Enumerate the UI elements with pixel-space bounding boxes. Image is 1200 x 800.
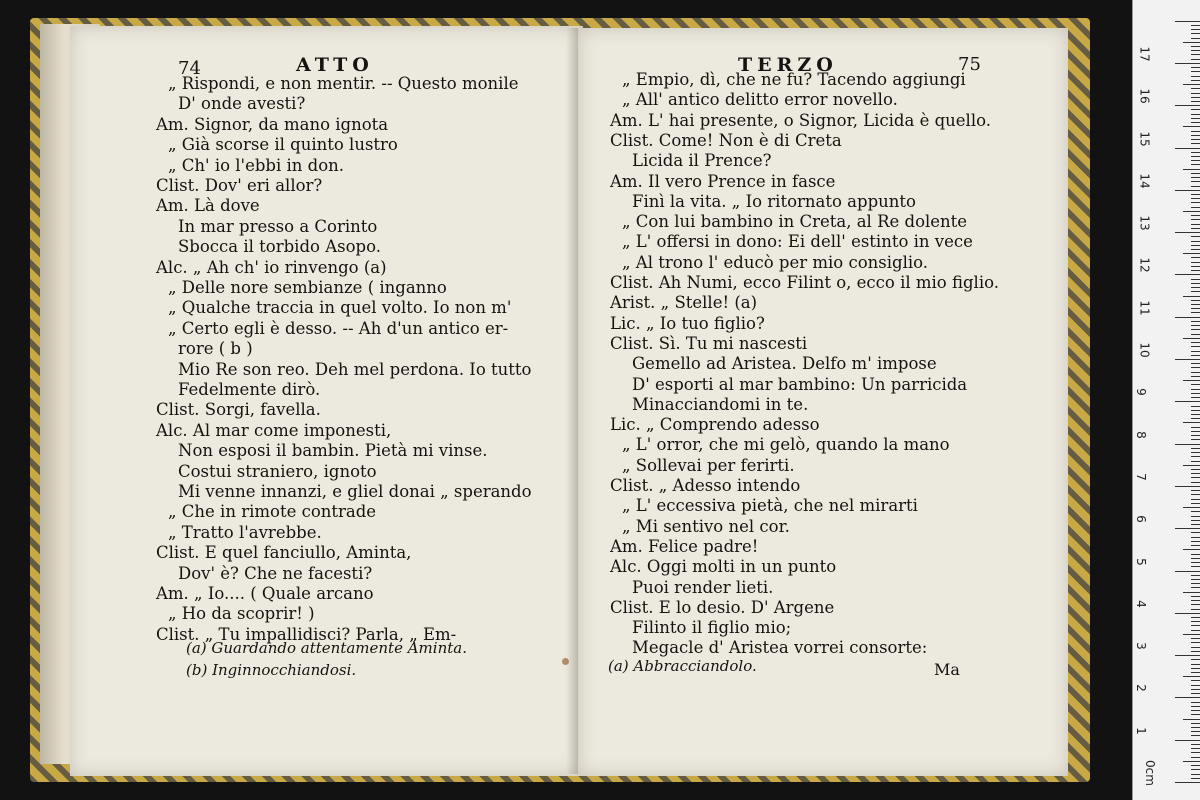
ruler-label: 16 bbox=[1137, 88, 1152, 104]
ruler-tick bbox=[1191, 164, 1200, 165]
ruler-tick bbox=[1191, 131, 1200, 132]
text-line: Clist. Come! Non è di Creta bbox=[610, 130, 842, 150]
ruler-tick bbox=[1191, 689, 1200, 690]
ruler-tick bbox=[1191, 659, 1200, 660]
ruler-tick bbox=[1191, 461, 1200, 462]
ruler-tick bbox=[1191, 207, 1200, 208]
ruler-tick bbox=[1191, 566, 1200, 567]
text-line: Dov' è? Che ne facesti? bbox=[178, 563, 373, 583]
ruler-tick bbox=[1191, 664, 1200, 665]
text-line: Finì la vita. „ Io ritornato appunto bbox=[632, 191, 916, 211]
ruler-tick bbox=[1191, 765, 1200, 766]
ruler-tick bbox=[1191, 558, 1200, 559]
ruler-tick bbox=[1183, 338, 1200, 339]
ruler-tick bbox=[1191, 59, 1200, 60]
ruler-label: 14 bbox=[1137, 173, 1152, 189]
ruler-tick bbox=[1191, 186, 1200, 187]
ruler-tick bbox=[1191, 642, 1200, 643]
text-line: Clist. Dov' eri allor? bbox=[156, 176, 323, 195]
ruler-tick bbox=[1191, 389, 1200, 390]
ruler-tick bbox=[1191, 452, 1200, 453]
ruler-tick bbox=[1175, 697, 1200, 698]
ruler-tick bbox=[1191, 418, 1200, 419]
ruler-tick bbox=[1191, 731, 1200, 732]
right-footnote-a: (a) Abbracciandolo. bbox=[608, 657, 757, 675]
ruler-tick bbox=[1191, 735, 1200, 736]
ruler-tick bbox=[1191, 778, 1200, 779]
ruler-tick bbox=[1175, 190, 1200, 191]
ruler-tick bbox=[1175, 486, 1200, 487]
ruler-tick bbox=[1191, 723, 1200, 724]
text-line: Am. Là dove bbox=[156, 196, 260, 216]
text-line: Lic. „ Io tuo figlio? bbox=[610, 313, 765, 333]
ruler-label: 3 bbox=[1133, 642, 1148, 650]
ruler-label: 4 bbox=[1133, 599, 1148, 608]
ruler-tick bbox=[1175, 274, 1200, 275]
ruler-tick bbox=[1191, 177, 1200, 178]
ruler-tick bbox=[1191, 198, 1200, 199]
ruler-tick bbox=[1191, 139, 1200, 140]
ruler-tick bbox=[1191, 706, 1200, 707]
ruler-tick bbox=[1191, 355, 1200, 356]
text-line: Sbocca il torbido Asopo. bbox=[178, 237, 381, 257]
ruler-label: 13 bbox=[1137, 215, 1152, 231]
text-line: Minacciandomi in te. bbox=[632, 394, 809, 414]
ruler-tick bbox=[1191, 647, 1200, 648]
text-line: Arist. „ Stelle! (a) bbox=[610, 293, 758, 313]
text-line: D' esporti al mar bambino: Un parricida bbox=[632, 374, 968, 394]
ruler-label: 2 bbox=[1133, 684, 1148, 693]
ruler-tick bbox=[1191, 46, 1200, 47]
ruler-tick bbox=[1183, 296, 1200, 297]
text-line: „ L' offersi in dono: Ei dell' estinto in vece bbox=[622, 232, 973, 252]
ruler-tick bbox=[1191, 346, 1200, 347]
ruler-tick bbox=[1191, 71, 1200, 72]
ruler-tick bbox=[1191, 194, 1200, 195]
ruler-tick bbox=[1191, 469, 1200, 470]
text-line: „ Sollevai per ferirti. bbox=[622, 455, 795, 475]
text-line: Clist. „ Adesso intendo bbox=[610, 476, 801, 495]
ruler-tick bbox=[1191, 325, 1200, 326]
text-line: Clist. „ Tu impallidisci? Parla, „ Em- bbox=[156, 624, 457, 644]
ruler-tick bbox=[1191, 228, 1200, 229]
text-line: „ Tratto l'avrebbe. bbox=[168, 522, 322, 542]
ruler-tick bbox=[1183, 676, 1200, 677]
ruler-tick bbox=[1183, 126, 1200, 127]
ruler-tick bbox=[1191, 520, 1200, 521]
ruler-label: 1 bbox=[1133, 726, 1148, 735]
ruler-tick bbox=[1191, 579, 1200, 580]
ruler-tick bbox=[1191, 76, 1200, 77]
text-line: Fedelmente dirò. bbox=[178, 380, 321, 399]
ruler-label: 0cm bbox=[1142, 760, 1157, 786]
ruler-tick bbox=[1191, 710, 1200, 711]
ruler-tick bbox=[1191, 545, 1200, 546]
ruler-label: 10 bbox=[1137, 342, 1152, 358]
right-page bbox=[578, 28, 1068, 776]
left-page bbox=[70, 26, 583, 776]
ruler-tick bbox=[1191, 342, 1200, 343]
text-line: Am. Signor, da mano ignota bbox=[156, 114, 389, 134]
ruler-tick bbox=[1191, 236, 1200, 237]
ruler-tick bbox=[1191, 215, 1200, 216]
ruler-tick bbox=[1191, 482, 1200, 483]
text-line: „ Al trono l' educò per mio consiglio. bbox=[622, 252, 929, 272]
text-line: Alc. Al mar come imponesti, bbox=[156, 420, 392, 440]
ruler-tick bbox=[1191, 152, 1200, 153]
ruler-tick bbox=[1191, 160, 1200, 161]
ruler-label: 7 bbox=[1133, 473, 1148, 481]
ruler-tick bbox=[1175, 359, 1200, 360]
ruler-tick bbox=[1191, 241, 1200, 242]
text-line: Alc. „ Ah ch' io rinvengo (a) bbox=[156, 257, 387, 277]
text-line: „ All' antico delitto error novello. bbox=[622, 90, 898, 110]
ruler-tick bbox=[1191, 38, 1200, 39]
ruler-tick bbox=[1191, 524, 1200, 525]
ruler-tick bbox=[1175, 571, 1200, 572]
text-line: Mio Re son reo. Deh mel perdona. Io tutto bbox=[178, 359, 532, 379]
ruler-tick bbox=[1191, 351, 1200, 352]
ruler-tick bbox=[1191, 473, 1200, 474]
ruler-tick bbox=[1191, 109, 1200, 110]
ruler-tick bbox=[1175, 317, 1200, 318]
ruler-tick bbox=[1175, 740, 1200, 741]
ruler-tick bbox=[1191, 202, 1200, 203]
ruler-tick bbox=[1191, 583, 1200, 584]
ruler-tick bbox=[1191, 617, 1200, 618]
left-footnote-b: (b) Inginnocchiandosi. bbox=[186, 661, 357, 679]
ruler-label: 15 bbox=[1137, 130, 1152, 147]
ruler-tick bbox=[1175, 21, 1200, 22]
right-page-header: TERZO bbox=[738, 54, 838, 76]
ruler-tick bbox=[1183, 549, 1200, 550]
ruler-tick bbox=[1191, 503, 1200, 504]
text-line: Am. Felice padre! bbox=[610, 536, 759, 556]
ruler-tick bbox=[1191, 67, 1200, 68]
ruler-tick bbox=[1191, 312, 1200, 313]
ruler-tick bbox=[1191, 477, 1200, 478]
ruler-tick bbox=[1191, 410, 1200, 411]
text-line: rore ( b ) bbox=[178, 339, 253, 359]
ruler-label: 11 bbox=[1137, 300, 1152, 316]
ruler-tick bbox=[1191, 757, 1200, 758]
ruler-tick bbox=[1191, 431, 1200, 432]
text-line: „ Delle nore sembianze ( inganno bbox=[168, 278, 447, 297]
ruler-tick bbox=[1183, 592, 1200, 593]
ruler-tick bbox=[1191, 448, 1200, 449]
ruler-tick bbox=[1175, 528, 1200, 529]
ruler-tick bbox=[1191, 262, 1200, 263]
ruler-tick bbox=[1191, 714, 1200, 715]
text-line: Alc. Oggi molti in un punto bbox=[610, 557, 837, 577]
catchword: Ma bbox=[934, 660, 960, 679]
ruler-tick bbox=[1183, 84, 1200, 85]
ruler-tick bbox=[1191, 304, 1200, 305]
ruler-tick bbox=[1191, 625, 1200, 626]
ruler-tick bbox=[1191, 562, 1200, 563]
ruler-tick bbox=[1191, 680, 1200, 681]
ruler-tick bbox=[1191, 334, 1200, 335]
ruler-tick bbox=[1191, 219, 1200, 220]
text-line: Non esposi il bambin. Pietà mi vinse. bbox=[178, 441, 488, 461]
right-page-number: 75 bbox=[958, 54, 981, 75]
ruler-tick bbox=[1191, 685, 1200, 686]
ruler-tick bbox=[1191, 702, 1200, 703]
text-line: Licida il Prence? bbox=[632, 151, 772, 171]
ruler-tick bbox=[1191, 118, 1200, 119]
ruler-tick bbox=[1191, 88, 1200, 89]
ruler-tick bbox=[1191, 173, 1200, 174]
text-line: „ Che in rimote contrade bbox=[168, 502, 377, 522]
text-line: Puoi render lieti. bbox=[632, 577, 774, 597]
text-line: Megacle d' Aristea vorrei consorte: bbox=[632, 638, 928, 658]
text-line: „ Ho da scoprir! ) bbox=[168, 604, 315, 624]
ruler-tick bbox=[1183, 380, 1200, 381]
ruler-tick bbox=[1191, 499, 1200, 500]
ruler-tick bbox=[1191, 224, 1200, 225]
ruler-tick bbox=[1191, 494, 1200, 495]
ruler-tick bbox=[1191, 283, 1200, 284]
ruler-tick bbox=[1191, 596, 1200, 597]
text-line: In mar presso a Corinto bbox=[178, 216, 378, 236]
ruler-label: 5 bbox=[1133, 557, 1148, 566]
ruler-label: 12 bbox=[1137, 257, 1152, 274]
ruler-tick bbox=[1191, 769, 1200, 770]
ink-stain bbox=[562, 658, 569, 665]
text-line: Clist. Ah Numi, ecco Filint o, ecco il mio figlio. bbox=[610, 273, 999, 292]
text-line: Mi venne innanzi, e gliel donai „ sperando bbox=[178, 482, 532, 501]
ruler-tick bbox=[1191, 300, 1200, 301]
ruler-tick bbox=[1191, 54, 1200, 55]
ruler-tick bbox=[1191, 270, 1200, 271]
ruler-tick bbox=[1191, 397, 1200, 398]
ruler-tick bbox=[1191, 329, 1200, 330]
left-page-number: 74 bbox=[178, 58, 201, 79]
ruler-tick bbox=[1191, 25, 1200, 26]
ruler-tick bbox=[1183, 507, 1200, 508]
ruler-tick bbox=[1191, 727, 1200, 728]
ruler-tick bbox=[1191, 630, 1200, 631]
ruler-tick bbox=[1191, 321, 1200, 322]
ruler-tick bbox=[1191, 367, 1200, 368]
ruler-tick bbox=[1191, 114, 1200, 115]
text-line: Lic. „ Comprendo adesso bbox=[610, 415, 820, 435]
ruler-tick bbox=[1183, 719, 1200, 720]
ruler-tick bbox=[1191, 50, 1200, 51]
ruler-tick bbox=[1175, 148, 1200, 149]
ruler-tick bbox=[1175, 444, 1200, 445]
ruler-tick bbox=[1191, 774, 1200, 775]
ruler-tick bbox=[1183, 422, 1200, 423]
ruler-tick bbox=[1191, 693, 1200, 694]
ruler-tick bbox=[1191, 600, 1200, 601]
text-line: Filinto il figlio mio; bbox=[632, 618, 792, 638]
ruler-tick bbox=[1175, 782, 1200, 783]
ruler-tick bbox=[1191, 80, 1200, 81]
ruler-tick bbox=[1191, 135, 1200, 136]
ruler-tick bbox=[1191, 672, 1200, 673]
ruler-tick bbox=[1183, 211, 1200, 212]
ruler-tick bbox=[1183, 169, 1200, 170]
measurement-ruler bbox=[1132, 0, 1200, 800]
ruler-tick bbox=[1175, 655, 1200, 656]
ruler-tick bbox=[1191, 456, 1200, 457]
ruler-tick bbox=[1191, 257, 1200, 258]
text-line: D' onde avesti? bbox=[178, 94, 306, 114]
text-line: Gemello ad Aristea. Delfo m' impose bbox=[632, 354, 937, 374]
text-line: „ Rispondi, e non mentir. -- Questo monile bbox=[168, 74, 519, 93]
ruler-tick bbox=[1191, 575, 1200, 576]
ruler-tick bbox=[1191, 537, 1200, 538]
ruler-tick bbox=[1191, 511, 1200, 512]
ruler-tick bbox=[1191, 245, 1200, 246]
ruler-tick bbox=[1191, 609, 1200, 610]
ruler-tick bbox=[1191, 308, 1200, 309]
ruler-tick bbox=[1191, 101, 1200, 102]
ruler-tick bbox=[1175, 613, 1200, 614]
ruler-tick bbox=[1183, 42, 1200, 43]
text-line: „ Ch' io l'ebbi in don. bbox=[168, 155, 345, 175]
text-line: Am. L' hai presente, o Signor, Licida è quello. bbox=[610, 110, 991, 130]
text-line: „ Qualche traccia in quel volto. Io non m' bbox=[168, 298, 512, 318]
ruler-tick bbox=[1191, 427, 1200, 428]
ruler-label: 17 bbox=[1137, 46, 1152, 62]
ruler-tick bbox=[1191, 744, 1200, 745]
text-line: „ Empio, dì, che ne fu? Tacendo aggiungi bbox=[622, 70, 966, 89]
ruler-tick bbox=[1191, 143, 1200, 144]
ruler-tick bbox=[1191, 29, 1200, 30]
ruler-tick bbox=[1191, 287, 1200, 288]
ruler-tick bbox=[1183, 761, 1200, 762]
ruler-tick bbox=[1191, 541, 1200, 542]
ruler-tick bbox=[1175, 105, 1200, 106]
text-line: „ Con lui bambino in Creta, al Re dolente bbox=[622, 212, 968, 232]
ruler-tick bbox=[1191, 384, 1200, 385]
left-page-header: ATTO bbox=[296, 54, 374, 76]
ruler-tick bbox=[1175, 401, 1200, 402]
text-line: Am. Il vero Prence in fasce bbox=[610, 171, 836, 191]
ruler-tick bbox=[1191, 587, 1200, 588]
ruler-tick bbox=[1191, 266, 1200, 267]
left-footnote-a: (a) Guardando attentamente Aminta. bbox=[186, 639, 467, 657]
text-line: „ Già scorse il quinto lustro bbox=[168, 135, 398, 155]
ruler-tick bbox=[1191, 363, 1200, 364]
ruler-tick bbox=[1191, 516, 1200, 517]
text-line: „ Certo egli è desso. -- Ah d'un antico er- bbox=[168, 318, 509, 338]
ruler-tick bbox=[1183, 465, 1200, 466]
ruler-label: 6 bbox=[1133, 515, 1148, 524]
ruler-tick bbox=[1191, 181, 1200, 182]
ruler-tick bbox=[1183, 634, 1200, 635]
ruler-tick bbox=[1191, 97, 1200, 98]
text-line: Clist. Sorgi, favella. bbox=[156, 400, 321, 420]
text-line: Clist. Sì. Tu mi nascesti bbox=[610, 333, 808, 353]
ruler-tick bbox=[1191, 490, 1200, 491]
ruler-tick bbox=[1191, 748, 1200, 749]
ruler-tick bbox=[1191, 393, 1200, 394]
ruler-tick bbox=[1191, 532, 1200, 533]
ruler-tick bbox=[1191, 279, 1200, 280]
ruler-tick bbox=[1175, 63, 1200, 64]
ruler-tick bbox=[1191, 439, 1200, 440]
ruler-tick bbox=[1191, 414, 1200, 415]
ruler-tick bbox=[1191, 33, 1200, 34]
ruler-tick bbox=[1175, 232, 1200, 233]
ruler-label: 9 bbox=[1133, 388, 1148, 397]
text-line: „ Mi sentivo nel cor. bbox=[622, 516, 790, 536]
ruler-tick bbox=[1191, 668, 1200, 669]
ruler-tick bbox=[1191, 291, 1200, 292]
ruler-tick bbox=[1191, 621, 1200, 622]
ruler-tick bbox=[1191, 651, 1200, 652]
ruler-label: 8 bbox=[1133, 430, 1148, 439]
text-line: „ L' eccessiva pietà, che nel mirarti bbox=[622, 496, 918, 516]
text-line: Costui straniero, ignoto bbox=[178, 461, 377, 481]
text-line: Clist. E quel fanciullo, Aminta, bbox=[156, 543, 412, 563]
ruler-tick bbox=[1191, 638, 1200, 639]
text-line: Am. „ Io.... ( Quale arcano bbox=[156, 584, 374, 603]
ruler-tick bbox=[1191, 372, 1200, 373]
ruler-tick bbox=[1191, 376, 1200, 377]
ruler-tick bbox=[1191, 604, 1200, 605]
ruler-tick bbox=[1191, 122, 1200, 123]
ruler-tick bbox=[1191, 554, 1200, 555]
text-line: Clist. E lo desio. D' Argene bbox=[610, 597, 835, 617]
ruler-tick bbox=[1191, 156, 1200, 157]
ruler-tick bbox=[1183, 253, 1200, 254]
ruler-tick bbox=[1191, 752, 1200, 753]
ruler-tick bbox=[1191, 93, 1200, 94]
ruler-tick bbox=[1191, 249, 1200, 250]
ruler-tick bbox=[1191, 435, 1200, 436]
ruler-tick bbox=[1191, 406, 1200, 407]
text-line: „ L' orror, che mi gelò, quando la mano bbox=[622, 435, 950, 455]
